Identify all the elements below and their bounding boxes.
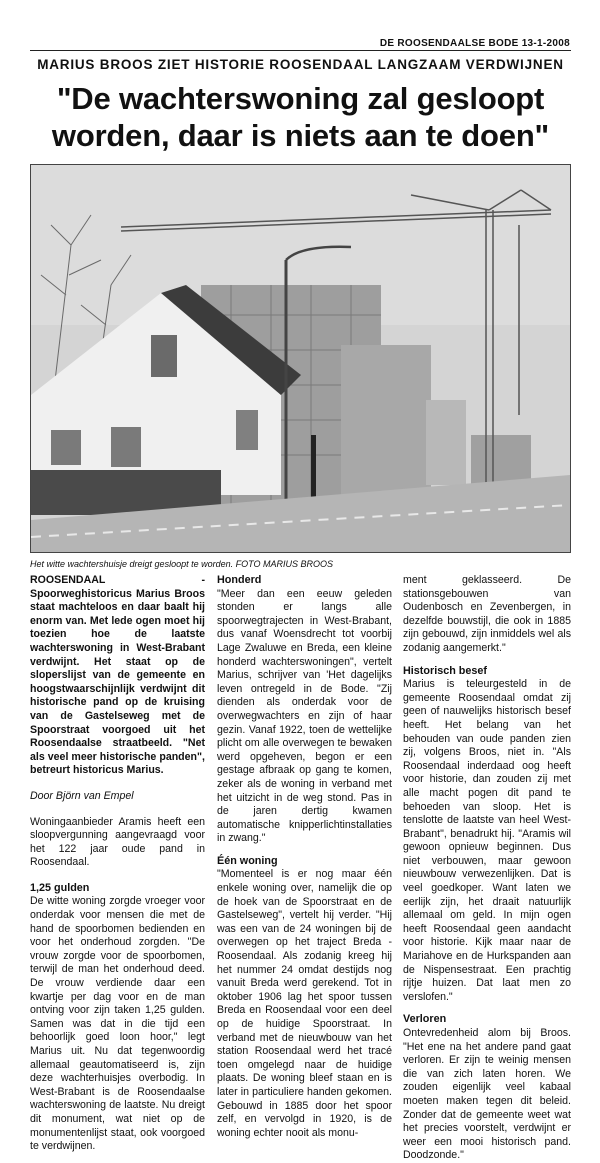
paragraph: Woningaanbieder Aramis heeft een sloopvergunning aangevraagd voor het 122 jaar oude pand in Roosendaal. [30, 815, 205, 869]
paragraph: "Meer dan een eeuw geleden stonden er langs alle spoorwegtrajecten in West-Brabant, dus vanaf Woensdrecht tot voorbij Lage Zwaluwe en Breda, een kleine honderd wachterswoningen", vertelt Marius, schrijver van 'Het dagelijks leven ontregeld in de Bode. "Zij dienden als onderdak voor de overwegwachters en zijn of haar gezin. Vanaf 1922, toen de wettelijke plicht om alle overwegen te bewaken werd opgeheven, begon er een gestage afbraak op gang te komen, zeker als de woning in verband met het uitzicht in de weg stond. Pas in de jaren dertig kwamen automatische knipperlichtinstallaties in zwang." [217, 587, 392, 845]
subheading: Historisch besef [403, 664, 488, 677]
paragraph: Ontevredenheid alom bij Broos. "Het ene na het andere pand gaat verloren. Er zijn te weinig mensen die van zich laten horen. We zouden eigenlijk veel kabaal moeten maken tegen dit beleid. Zonder dat de gemeente weet wat het precies voorstelt, verdwijnt er weer een mooi historisch pand. Doodzonde." [403, 1027, 571, 1162]
subheading: Één woning [217, 854, 278, 867]
subheading: 1,25 gulden [30, 881, 90, 894]
newspaper-masthead: DE ROOSENDAALSE BODE 13-1-2008 [379, 38, 570, 49]
article-column-1 [30, 574, 205, 1154]
article-column-2 [217, 574, 392, 1140]
photo-caption: Het witte wachtershuisje dreigt gesloopt te worden. FOTO MARIUS BROOS [30, 559, 333, 569]
article-photo [30, 164, 571, 553]
paragraph: Marius is teleurgesteld in de gemeente Roosendaal omdat zij geen of nauwelijks historisch besef heeft. Het belang van het behouden van oude panden zien zij, volgens Broos, niet in. "Als Roosendaal inderdaad oog heeft voor historie, dan zouden zij met alle macht pogen dit pand te behoeden van sloop. Het is tenslotte de laatste van heel West-Brabant", benadrukt hij. "Aramis wil gewoon opnieuw beginnen. Dus niet verbouwen, maar gewoon nieuwbouw verwezenlijken. Dat is veel goedkoper. Want laten we eerlijk zijn, het draait natuurlijk allemaal om geld. In mijn ogen heeft Roosendaal geen aandacht voor historie. Kijk maar naar de Mariahove en de Hurkspanden aan de Nispensestraat. Een prachtig rijtje huizen. Dat laat men zo verslofen." [403, 678, 571, 1003]
article-lead: ROOSENDAAL - Spoorweghistoricus Marius Broos staat machteloos en daar baalt hij enorm van. Met lede ogen moet hij toezien hoe de laatste wachterswoning in West-Brabant verdwijnt. Het staat op de sloperslijst van de gemeente en hoogstwaarschijnlijk verdwijnt dit historische pand op de kruising van de Gastelseweg met de Spoorstraat voorgoed uit het Roosendaalse straatbeeld. "Net als veel meer historische panden", betreurt historicus Marius. [30, 574, 205, 777]
article-headline: "De wachterswoning zal gesloopt worden, daar is niets aan te doen" [51, 81, 550, 153]
paragraph: ment geklasseerd. De stationsgebouwen van Oudenbosch en Zevenbergen, in dezelfde bouwstijl, die ook in 1885 zijn gebouwd, zijn inmiddels wel als zodanig aangemerkt." [403, 574, 571, 654]
paragraph: De witte woning zorgde vroeger voor onderdak voor mensen die met de hand de spoorbomen bedienden en voor het onderhoud zorgden. "De vrouw zorgde voor de spoorbomen, terwijl de man het onderhoud deed. De vrouw verdiende daar een kwartje per dag voor en de man ontving voor zijn taken 1,25 gulden. Samen was dat in die tijd een behoorlijk goed loon hoor," legt Marius uit. Nu dat tegenwoordig allemaal geautomatiseerd is, zijn deze wachterhuisjes overbodig. In West-Brabant is de Roosendaalse wachterswoning de laatste. Nu dreigt dit monument, wat niet op de monumentenlijst staat, ook voorgoed te verdwijnen. [30, 895, 205, 1153]
subheading: Verloren [403, 1013, 447, 1026]
article-column-3 [403, 574, 571, 1163]
paragraph: "Momenteel is er nog maar één enkele woning over, namelijk die op de hoek van de Spoorstraat en de Gastelseweg", vertelt hij verder. "Hij was een van de 24 woningen bij de overwegen op het traject Breda - Roosendaal. Als zodanig kreeg hij het nummer 24 omdat destijds nog vanuit Breda werd gerekend. Tot in oktober 1906 lag het spoor tussen Breda en Roosendaal voor een deel op de huidige Spoorstraat. In verband met de nieuwbouw van het station Roosendaal werd het tracé toen omgelegd naar de huidige plaats. De woning bleef staan en is later in particuliere handen gekomen. Gebouwd in 1885 door het spoor zelf, en vervolgd in 1920, is de woning echter nooit als monu- [217, 868, 392, 1139]
subheading: Honderd [217, 574, 262, 586]
article-byline: Door Björn van Empel [30, 789, 134, 802]
article-kicker: MARIUS BROOS ZIET HISTORIE ROOSENDAAL LANGZAAM VERDWIJNEN [37, 57, 564, 72]
header-rule [30, 50, 571, 51]
